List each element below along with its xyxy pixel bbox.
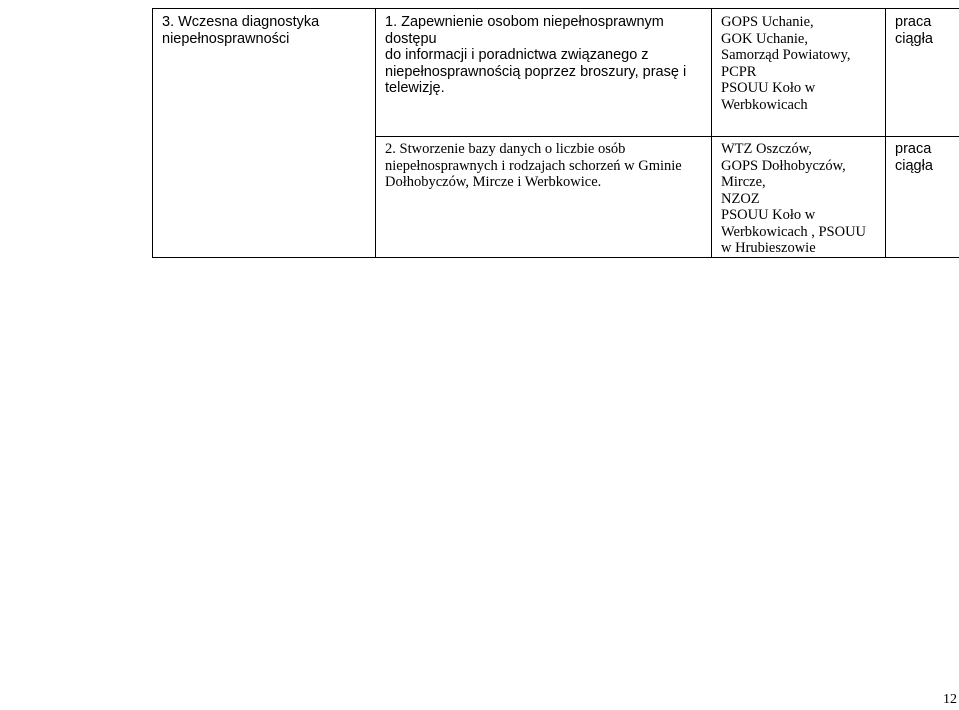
section-cell <box>153 9 376 137</box>
program-table <box>152 8 959 258</box>
term-cell <box>886 137 959 258</box>
responsible-cell <box>712 137 886 258</box>
responsible-cell <box>712 9 886 137</box>
section-cell-continued <box>153 137 376 258</box>
task-text: 2. Stworzenie bazy danych o liczbie osób niepełnosprawnych i rodzajach schorzeń w Gminie Dołhobyczów, Mircze i Werbkowice. <box>385 141 682 190</box>
page-number: 12 <box>943 692 957 707</box>
term-text: praca ciągła <box>895 14 933 47</box>
task-cell <box>376 9 712 137</box>
table-row <box>153 137 959 258</box>
task-cell <box>376 137 712 258</box>
term-cell <box>886 9 959 137</box>
responsible-text: GOPS Uchanie, GOK Uchanie, Samorząd Powiatowy, PCPR PSOUU Koło w Werbkowicach <box>721 14 851 113</box>
task-text: 1. Zapewnienie osobom niepełnosprawnym dostępu do informacji i poradnictwa związanego z niepełnosprawnością poprzez broszury, prasę i telewizję. <box>385 14 687 96</box>
term-text: praca ciągła <box>895 141 933 174</box>
section-title: 3. Wczesna diagnostyka niepełnosprawności <box>162 14 320 47</box>
responsible-text: WTZ Oszczów, GOPS Dołhobyczów, Mircze, NZOZ PSOUU Koło w Werbkowicach , PSOUU w Hrubieszowie <box>721 141 867 256</box>
table-row <box>153 9 959 137</box>
